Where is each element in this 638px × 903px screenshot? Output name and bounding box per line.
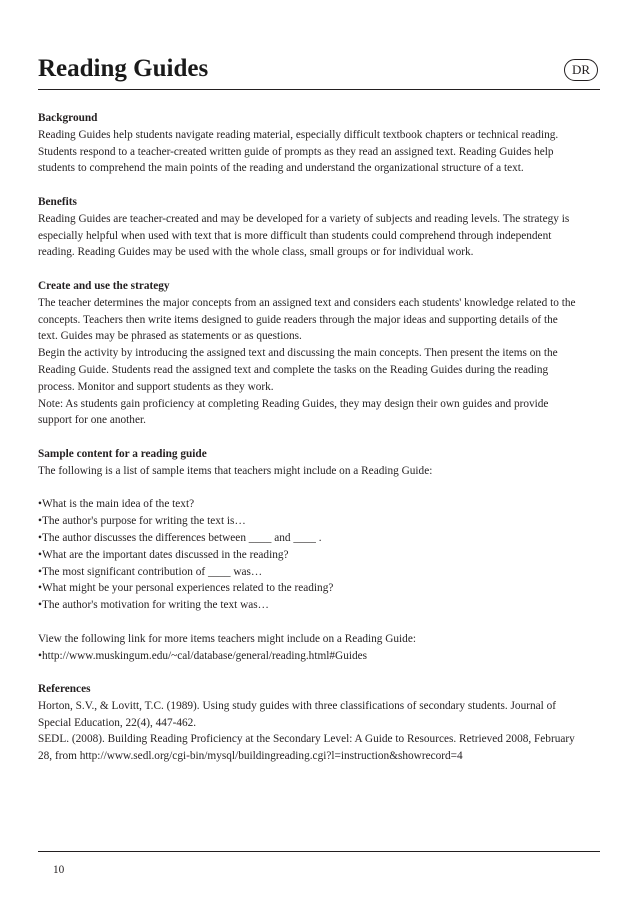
strategy-line: Note: As students gain proficiency at completing Reading Guides, they may design their own guides and provide (38, 397, 549, 410)
benefits-line: especially helpful when used with text that is more difficult than students could comprehend through independent (38, 229, 552, 242)
strategy-line: text. Guides may be phrased as statements or as questions. (38, 330, 302, 343)
list-item: • The author's motivation for writing the text was… (38, 597, 602, 614)
reference-line: Special Education, 22(4), 447-462. (38, 716, 197, 729)
document-body (38, 110, 602, 765)
benefits-line: Reading Guides are teacher-created and may be developed for a variety of subjects and reading levels. The strategy is (38, 212, 570, 225)
background-section (38, 110, 602, 177)
background-line: students to comprehend the main points of the reading and understand the organizational structure of a text. (38, 162, 524, 175)
background-heading: Background (38, 112, 98, 124)
strategy-section (38, 278, 602, 429)
benefits-section (38, 194, 602, 261)
benefits-line: reading. Reading Guides may be used with the whole class, small groups or for individual work. (38, 246, 474, 259)
background-line: Students respond to a teacher-created written guide of prompts as they read an assigned text. Reading Guides help (38, 145, 554, 158)
strategy-line: Reading Guide. Students read the assigned text and complete the tasks on the Reading Guides during the reading (38, 363, 549, 376)
footer-divider (38, 851, 600, 852)
guides-link[interactable]: • http://www.muskingum.edu/~cal/database/general/reading.html#Guides (38, 648, 602, 665)
strategy-line: concepts. Teachers then write items designed to guide readers through the major ideas and supporting details of the (38, 313, 558, 326)
list-item: • The most significant contribution of ____ was… (38, 564, 602, 581)
sample-section (38, 446, 602, 664)
link-intro: View the following link for more items teachers might include on a Reading Guide: (38, 632, 416, 645)
background-line: Reading Guides help students navigate reading material, especially difficult textbook chapters or technical reading. (38, 128, 559, 141)
section-badge: DR (564, 59, 598, 81)
list-item: • What might be your personal experiences related to the reading? (38, 580, 602, 597)
references-heading: References (38, 683, 91, 696)
page-number: 10 (53, 864, 65, 876)
list-item: • The author's purpose for writing the text is… (38, 513, 602, 530)
strategy-line: Begin the activity by introducing the assigned text and discussing the main concepts. Then present the items on the (38, 347, 558, 360)
strategy-line: process. Monitor and support students as they work. (38, 380, 274, 393)
reference-line: SEDL. (2008). Building Reading Proficiency at the Secondary Level: A Guide to Resources. Retrieved 2008, February (38, 733, 575, 746)
list-item: • The author discusses the differences between ____ and ____ . (38, 530, 602, 547)
list-item: • What is the main idea of the text? (38, 496, 602, 513)
sample-heading: Sample content for a reading guide (38, 447, 207, 460)
strategy-line: The teacher determines the major concepts from an assigned text and considers each students' knowledge related to the (38, 296, 576, 309)
sample-intro: The following is a list of sample items that teachers might include on a Reading Guide: (38, 464, 433, 477)
references-section (38, 681, 602, 765)
header-divider (38, 89, 600, 90)
sample-items-list (38, 496, 602, 614)
benefits-heading: Benefits (38, 195, 77, 208)
reference-line: Horton, S.V., & Lovitt, T.C. (1989). Using study guides with three classifications of secondary students. Journal of (38, 699, 557, 712)
strategy-heading: Create and use the strategy (38, 279, 170, 292)
list-item: • What are the important dates discussed in the reading? (38, 547, 602, 564)
reference-line: 28, from http://www.sedl.org/cgi-bin/mysql/buildingreading.cgi?l=instruction&showrecord=4 (38, 750, 463, 763)
link-list (38, 648, 602, 665)
strategy-line: support for one another. (38, 414, 146, 427)
page-title: Reading Guides (38, 55, 209, 82)
